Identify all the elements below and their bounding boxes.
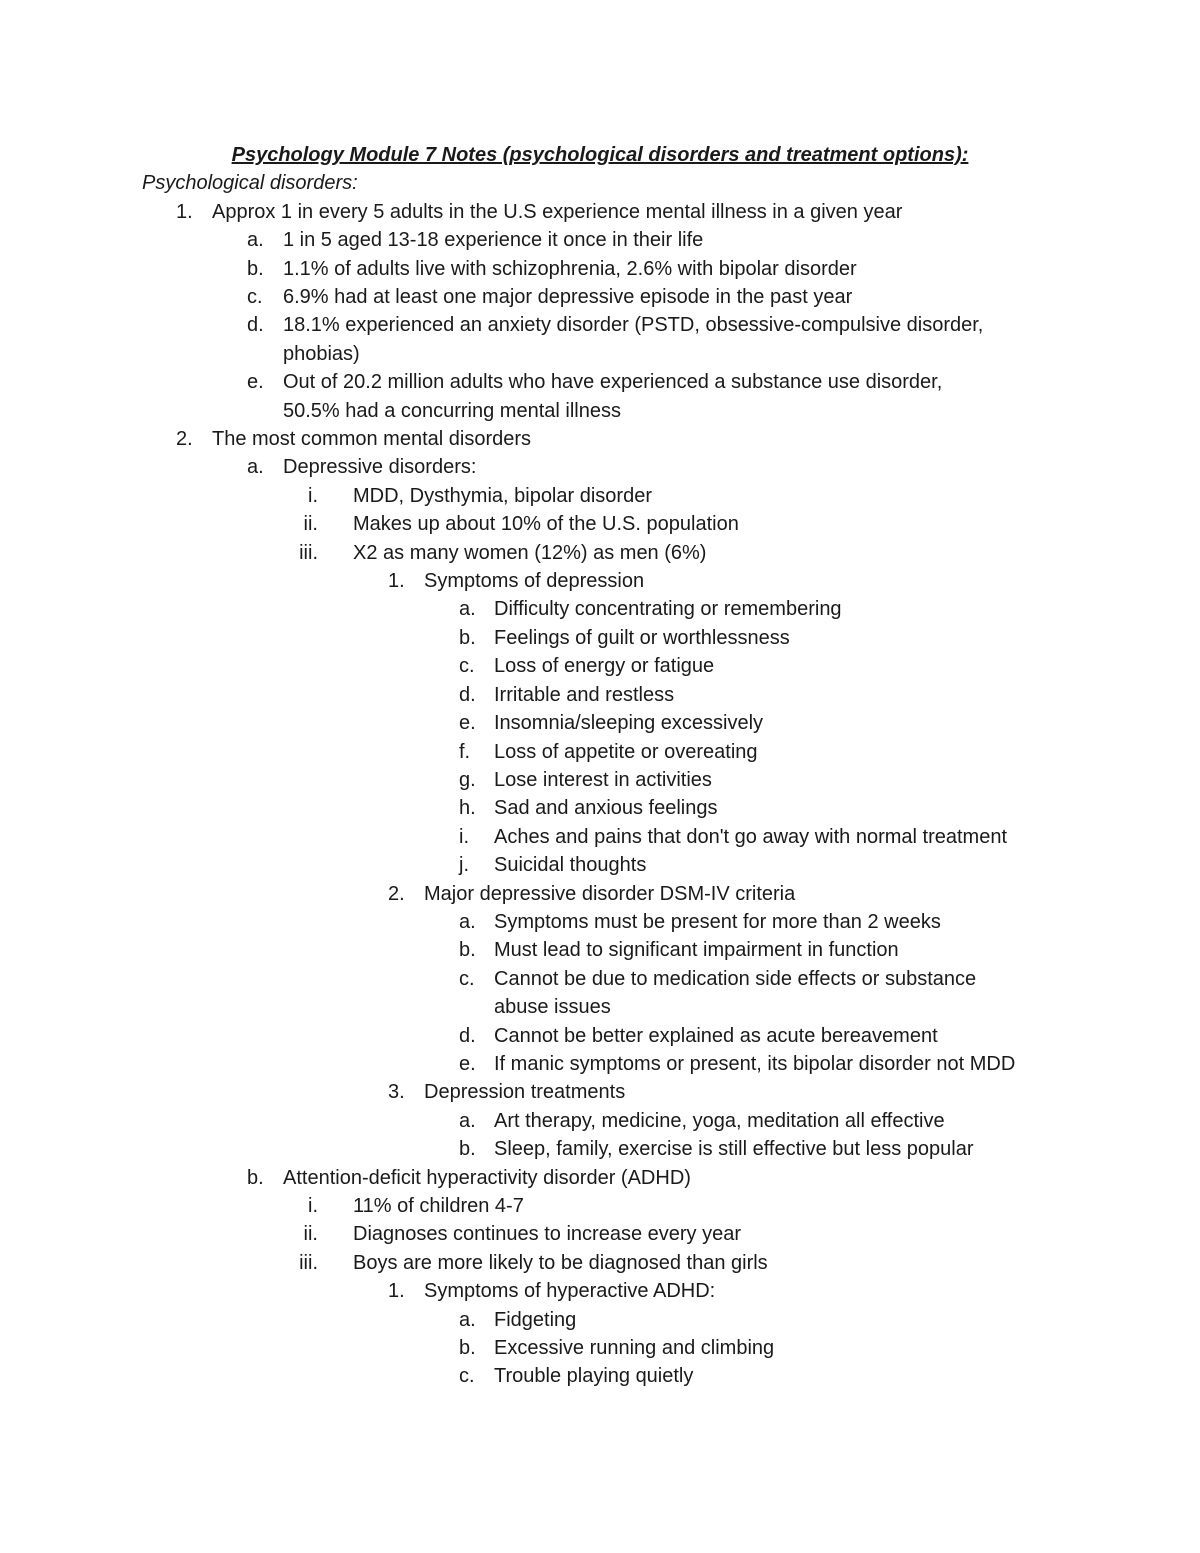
outline-item (0, 368, 1200, 425)
list-item-text: Feelings of guilt or worthlessness (494, 626, 790, 649)
list-item-text: Loss of appetite or overeating (494, 740, 758, 763)
list-marker: e. (247, 371, 264, 394)
list-marker: a. (459, 598, 476, 621)
list-marker: d. (459, 683, 476, 706)
list-item-text: Out of 20.2 million adults who have experienced a substance use disorder, (283, 371, 943, 394)
outline-item (0, 1362, 1200, 1390)
outline-item (0, 1078, 1200, 1106)
list-marker: i. (308, 1195, 318, 1217)
list-marker: a. (247, 229, 264, 252)
outline-list (0, 198, 1200, 1391)
list-marker: j. (459, 854, 469, 877)
outline-item (0, 794, 1200, 822)
outline-item (0, 1220, 1200, 1248)
outline-item (0, 766, 1200, 794)
outline-item (0, 1192, 1200, 1220)
list-item-continuation: phobias) (283, 342, 360, 365)
list-marker: f. (459, 740, 471, 763)
list-item-text: If manic symptoms or present, its bipolar disorder not MDD (494, 1052, 1016, 1075)
outline-item (0, 823, 1200, 851)
list-marker: ii. (303, 513, 318, 536)
outline-item (0, 738, 1200, 766)
list-marker: a. (459, 910, 476, 933)
list-marker: b. (459, 1337, 476, 1360)
outline-item (0, 453, 1200, 481)
list-item-text: Art therapy, medicine, yoga, meditation all effective (494, 1109, 945, 1132)
list-item-continuation: abuse issues (494, 996, 611, 1019)
list-marker: iii. (299, 541, 318, 564)
list-item-text: Depressive disorders: (283, 456, 477, 479)
outline-item (0, 1050, 1200, 1078)
outline-item (0, 226, 1200, 254)
outline-item (0, 539, 1200, 567)
list-item-text: Symptoms of depression (424, 570, 645, 593)
list-item-text: Loss of energy or fatigue (494, 655, 715, 678)
list-item-text: Difficulty concentrating or remembering (494, 598, 842, 621)
outline-item (0, 1135, 1200, 1163)
list-marker: 3. (388, 1081, 405, 1104)
list-item-text: Sleep, family, exercise is still effective but less popular (494, 1138, 974, 1161)
outline-item (0, 681, 1200, 709)
list-marker: b. (459, 1138, 476, 1161)
document-body (0, 141, 1200, 1391)
list-marker: b. (459, 939, 476, 962)
document-title: Psychology Module 7 Notes (psychological disorders and treatment options): (231, 144, 969, 166)
list-item-text: Symptoms must be present for more than 2 weeks (494, 910, 941, 933)
outline-item (0, 851, 1200, 879)
list-item-text: Suicidal thoughts (494, 854, 647, 877)
list-marker: 1. (388, 1280, 405, 1303)
outline-item (0, 880, 1200, 908)
list-marker: i. (308, 484, 318, 507)
outline-item (0, 595, 1200, 623)
outline-item (0, 624, 1200, 652)
list-item-text: Irritable and restless (494, 683, 675, 706)
outline-item (0, 283, 1200, 311)
outline-item (0, 936, 1200, 964)
list-item-text: Approx 1 in every 5 adults in the U.S experience mental illness in a given year (212, 200, 903, 223)
list-item-text: Aches and pains that don't go away with normal treatment (494, 825, 1007, 848)
list-marker: e. (459, 1052, 476, 1075)
list-item-text: Makes up about 10% of the U.S. population (353, 513, 739, 536)
list-marker: a. (247, 456, 264, 479)
list-marker: d. (247, 314, 264, 337)
list-marker: 2. (176, 428, 193, 451)
outline-item (0, 425, 1200, 453)
list-item-text: Fidgeting (494, 1308, 577, 1331)
list-marker: 1. (176, 200, 193, 223)
list-marker: g. (459, 768, 476, 791)
list-marker: c. (459, 1365, 475, 1388)
list-marker: b. (247, 257, 264, 280)
list-item-text: Cannot be better explained as acute bereavement (494, 1024, 938, 1047)
list-item-text: Major depressive disorder DSM-IV criteria (424, 882, 796, 905)
list-item-text: Sad and anxious feelings (494, 797, 718, 820)
list-item-text: Symptoms of hyperactive ADHD: (424, 1280, 716, 1303)
outline-item (0, 1164, 1200, 1192)
list-marker: e. (459, 712, 476, 735)
list-item-text: Excessive running and climbing (494, 1337, 775, 1360)
outline-item (0, 1306, 1200, 1334)
list-item-text: 11% of children 4-7 (353, 1195, 524, 1217)
list-marker: a. (459, 1109, 476, 1132)
list-marker: h. (459, 797, 476, 820)
outline-item (0, 1107, 1200, 1135)
list-marker: c. (247, 286, 263, 308)
outline-item (0, 1277, 1200, 1305)
list-marker: c. (459, 967, 475, 990)
outline-item (0, 709, 1200, 737)
outline-item (0, 965, 1200, 1022)
list-item-text: Boys are more likely to be diagnosed than girls (353, 1251, 768, 1274)
list-item-text: X2 as many women (12%) as men (6%) (353, 541, 707, 564)
list-marker: c. (459, 655, 475, 678)
section-heading: Psychological disorders: (142, 172, 358, 195)
list-item-text: Must lead to significant impairment in function (494, 939, 899, 962)
outline-item (0, 1249, 1200, 1277)
list-item-text: Trouble playing quietly (494, 1365, 694, 1388)
outline-item (0, 1334, 1200, 1362)
list-item-text: 1 in 5 aged 13-18 experience it once in their life (283, 229, 704, 252)
list-item-text: Lose interest in activities (494, 768, 712, 791)
outline-item (0, 482, 1200, 510)
list-marker: iii. (299, 1251, 318, 1274)
list-marker: 2. (388, 882, 405, 905)
list-item-text: Depression treatments (424, 1081, 626, 1104)
outline-item (0, 1022, 1200, 1050)
list-marker: b. (247, 1166, 264, 1189)
outline-item (0, 567, 1200, 595)
list-marker: 1. (388, 570, 405, 593)
list-item-text: Cannot be due to medication side effects or substance (494, 967, 977, 990)
list-item-text: 1.1% of adults live with schizophrenia, 2.6% with bipolar disorder (283, 257, 857, 280)
list-item-text: MDD, Dysthymia, bipolar disorder (353, 484, 652, 507)
outline-item (0, 652, 1200, 680)
outline-item (0, 510, 1200, 538)
list-item-text: 6.9% had at least one major depressive episode in the past year (283, 286, 853, 308)
outline-item (0, 311, 1200, 368)
list-marker: ii. (303, 1223, 318, 1246)
list-marker: d. (459, 1024, 476, 1047)
outline-item (0, 255, 1200, 283)
list-item-text: Attention-deficit hyperactivity disorder (ADHD) (283, 1166, 691, 1189)
list-item-text: Diagnoses continues to increase every year (353, 1223, 741, 1246)
list-item-text: Insomnia/sleeping excessively (494, 712, 764, 735)
list-item-continuation: 50.5% had a concurring mental illness (283, 399, 621, 422)
list-marker: b. (459, 626, 476, 649)
list-marker: i. (459, 825, 469, 848)
list-item-text: The most common mental disorders (212, 428, 532, 451)
outline-item (0, 198, 1200, 226)
list-item-text: 18.1% experienced an anxiety disorder (PSTD, obsessive-compulsive disorder, (283, 314, 984, 337)
list-marker: a. (459, 1308, 476, 1331)
outline-item (0, 908, 1200, 936)
